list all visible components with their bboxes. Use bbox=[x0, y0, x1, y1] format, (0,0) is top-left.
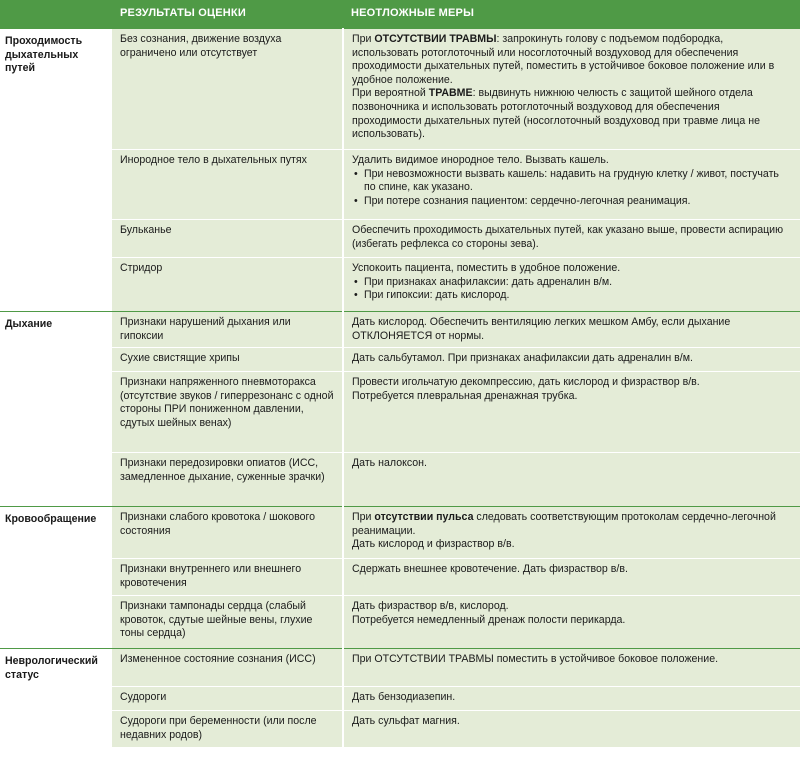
measure-list bbox=[352, 276, 792, 303]
table-row bbox=[0, 453, 800, 507]
measure-list bbox=[352, 168, 792, 209]
text-run: При вероятной bbox=[352, 87, 429, 100]
measure-text: Обеспечить проходимость дыхательных путей, как указано выше, провести аспирацию (избегать рефлекса со стороны зева). bbox=[352, 224, 784, 250]
measure-text: Сдержать внешнее кровотечение. Дать физраствор в/в. bbox=[352, 563, 628, 575]
emphasis-text: ОТСУТСТВИИ ТРАВМЫ bbox=[374, 33, 497, 45]
measure-text: При ОТСУТСТВИИ ТРАВМЫ поместить в устойчивое боковое положение. bbox=[352, 653, 719, 665]
measure-text: Дать сульфат магния. bbox=[352, 715, 460, 727]
measure-cell bbox=[343, 372, 800, 453]
header-assessment: РЕЗУЛЬТАТЫ ОЦЕНКИ bbox=[112, 0, 343, 29]
measure-cell bbox=[343, 507, 800, 559]
measure-text: Дать сальбутамол. При признаках анафилаксии дать адреналин в/м. bbox=[352, 352, 693, 364]
table-row bbox=[0, 687, 800, 711]
table-row bbox=[0, 220, 800, 258]
assessment-cell: Инородное тело в дыхательных путях bbox=[112, 150, 343, 220]
assessment-cell: Признаки нарушений дыхания или гипоксии bbox=[112, 312, 343, 348]
measure-text bbox=[352, 511, 792, 538]
text-run: При bbox=[352, 33, 375, 45]
assessment-cell: Признаки внутреннего или внешнего кровотечения bbox=[112, 559, 343, 596]
measure-cell bbox=[343, 711, 800, 747]
section-label-breathing: Дыхание bbox=[0, 312, 112, 507]
measure-text: Потребуется немедленный дренаж полости перикарда. bbox=[352, 613, 626, 626]
table-row bbox=[0, 258, 800, 312]
list-item: • При невозможности вызвать кашель: надавить на грудную клетку / живот, постучать по спине, как указано. bbox=[352, 168, 792, 195]
measure-cell bbox=[343, 150, 800, 220]
list-item: • При потере сознания пациентом: сердечно-легочная реанимация. bbox=[352, 195, 792, 209]
section-label-neuro: Неврологический статус bbox=[0, 649, 112, 747]
header-col-1 bbox=[0, 0, 112, 29]
assessment-cell: Измененное состояние сознания (ИСС) bbox=[112, 649, 343, 687]
text-run: : выдвинуть нижнюю челюсть с защитой шейного отдела позвоночника и использовать ротоглоточный воздуховод для обеспечения проходимости дыхательных путей (носоглоточный воздуховод при травме лица не использовать). bbox=[352, 87, 760, 141]
table-row bbox=[0, 372, 800, 453]
assessment-cell: Судороги при беременности (или после недавних родов) bbox=[112, 711, 343, 747]
text-run: : запрокинуть голову с подъемом подбородка, использовать ротоглоточный или носоглоточный воздуховод для обеспечения проходимости дыхательных путей, поместить в устойчивое боковое положение или в удобное положение. bbox=[352, 33, 775, 86]
emphasis-text: отсутствии пульса bbox=[374, 511, 474, 523]
assessment-cell: Бульканье bbox=[112, 220, 343, 258]
list-item: • При гипоксии: дать кислород. bbox=[352, 289, 792, 303]
assessment-cell: Признаки слабого кровотока / шокового состояния bbox=[112, 507, 343, 559]
section-label-airway: Проходимость дыхательных путей bbox=[0, 29, 112, 312]
table-row bbox=[0, 596, 800, 649]
list-item: • При признаках анафилаксии: дать адреналин в/м. bbox=[352, 276, 792, 290]
measure-text: Дать кислород и физраствор в/в. bbox=[352, 538, 515, 551]
assessment-cell: Признаки напряженного пневмоторакса (отсутствие звуков / гиперрезонанс с одной стороны ПРИ пониженном давлении, сдутых шейных венах) bbox=[112, 372, 343, 453]
measure-cell bbox=[343, 649, 800, 687]
measure-text: Провести игольчатую декомпрессию, дать кислород и физраствор в/в. bbox=[352, 376, 700, 388]
measure-cell bbox=[343, 312, 800, 348]
table-row bbox=[0, 711, 800, 747]
table-row bbox=[0, 150, 800, 220]
emphasis-text: ТРАВМЕ bbox=[428, 87, 473, 100]
table-row bbox=[0, 649, 800, 687]
measure-text: Дать налоксон. bbox=[352, 457, 427, 469]
text-run: следовать соответствующим протоколам сердечно-легочной реанимации. bbox=[352, 511, 776, 537]
measure-text bbox=[352, 33, 792, 87]
table-row bbox=[0, 312, 800, 348]
measure-cell bbox=[343, 220, 800, 258]
measure-cell bbox=[343, 559, 800, 596]
measure-text: Дать кислород. Обеспечить вентиляцию легких мешком Амбу, если дыхание ОТКЛОНЯЕТСЯ от нормы. bbox=[352, 316, 731, 342]
measure-cell bbox=[343, 453, 800, 507]
header-measures: НЕОТЛОЖНЫЕ МЕРЫ bbox=[343, 0, 800, 29]
measure-text bbox=[352, 87, 792, 141]
measure-text: Дать физраствор в/в, кислород. bbox=[352, 600, 509, 612]
measure-cell bbox=[343, 687, 800, 711]
assessment-cell: Без сознания, движение воздуха ограничено или отсутствует bbox=[112, 29, 343, 150]
measure-cell bbox=[343, 258, 800, 312]
measure-text: Удалить видимое инородное тело. Вызвать кашель. bbox=[352, 154, 609, 166]
measure-text: Дать бензодиазепин. bbox=[352, 691, 456, 703]
section-label-circulation: Кровообращение bbox=[0, 507, 112, 649]
table-header bbox=[0, 0, 800, 29]
assessment-cell: Судороги bbox=[112, 687, 343, 711]
measure-text: Потребуется плевральная дренажная трубка. bbox=[352, 389, 578, 402]
measure-cell bbox=[343, 348, 800, 372]
table-row bbox=[0, 507, 800, 559]
text-run: При bbox=[352, 511, 375, 523]
measure-text: Успокоить пациента, поместить в удобное положение. bbox=[352, 262, 621, 274]
table-row bbox=[0, 559, 800, 596]
measure-cell bbox=[343, 596, 800, 649]
table-row bbox=[0, 29, 800, 150]
assessment-cell: Стридор bbox=[112, 258, 343, 312]
assessment-cell: Признаки тампонады сердца (слабый кровоток, сдутые шейные вены, глухие тоны сердца) bbox=[112, 596, 343, 649]
assessment-cell: Сухие свистящие хрипы bbox=[112, 348, 343, 372]
table-row bbox=[0, 348, 800, 372]
measure-cell bbox=[343, 29, 800, 150]
assessment-cell: Признаки передозировки опиатов (ИСС, замедленное дыхание, суженные зрачки) bbox=[112, 453, 343, 507]
